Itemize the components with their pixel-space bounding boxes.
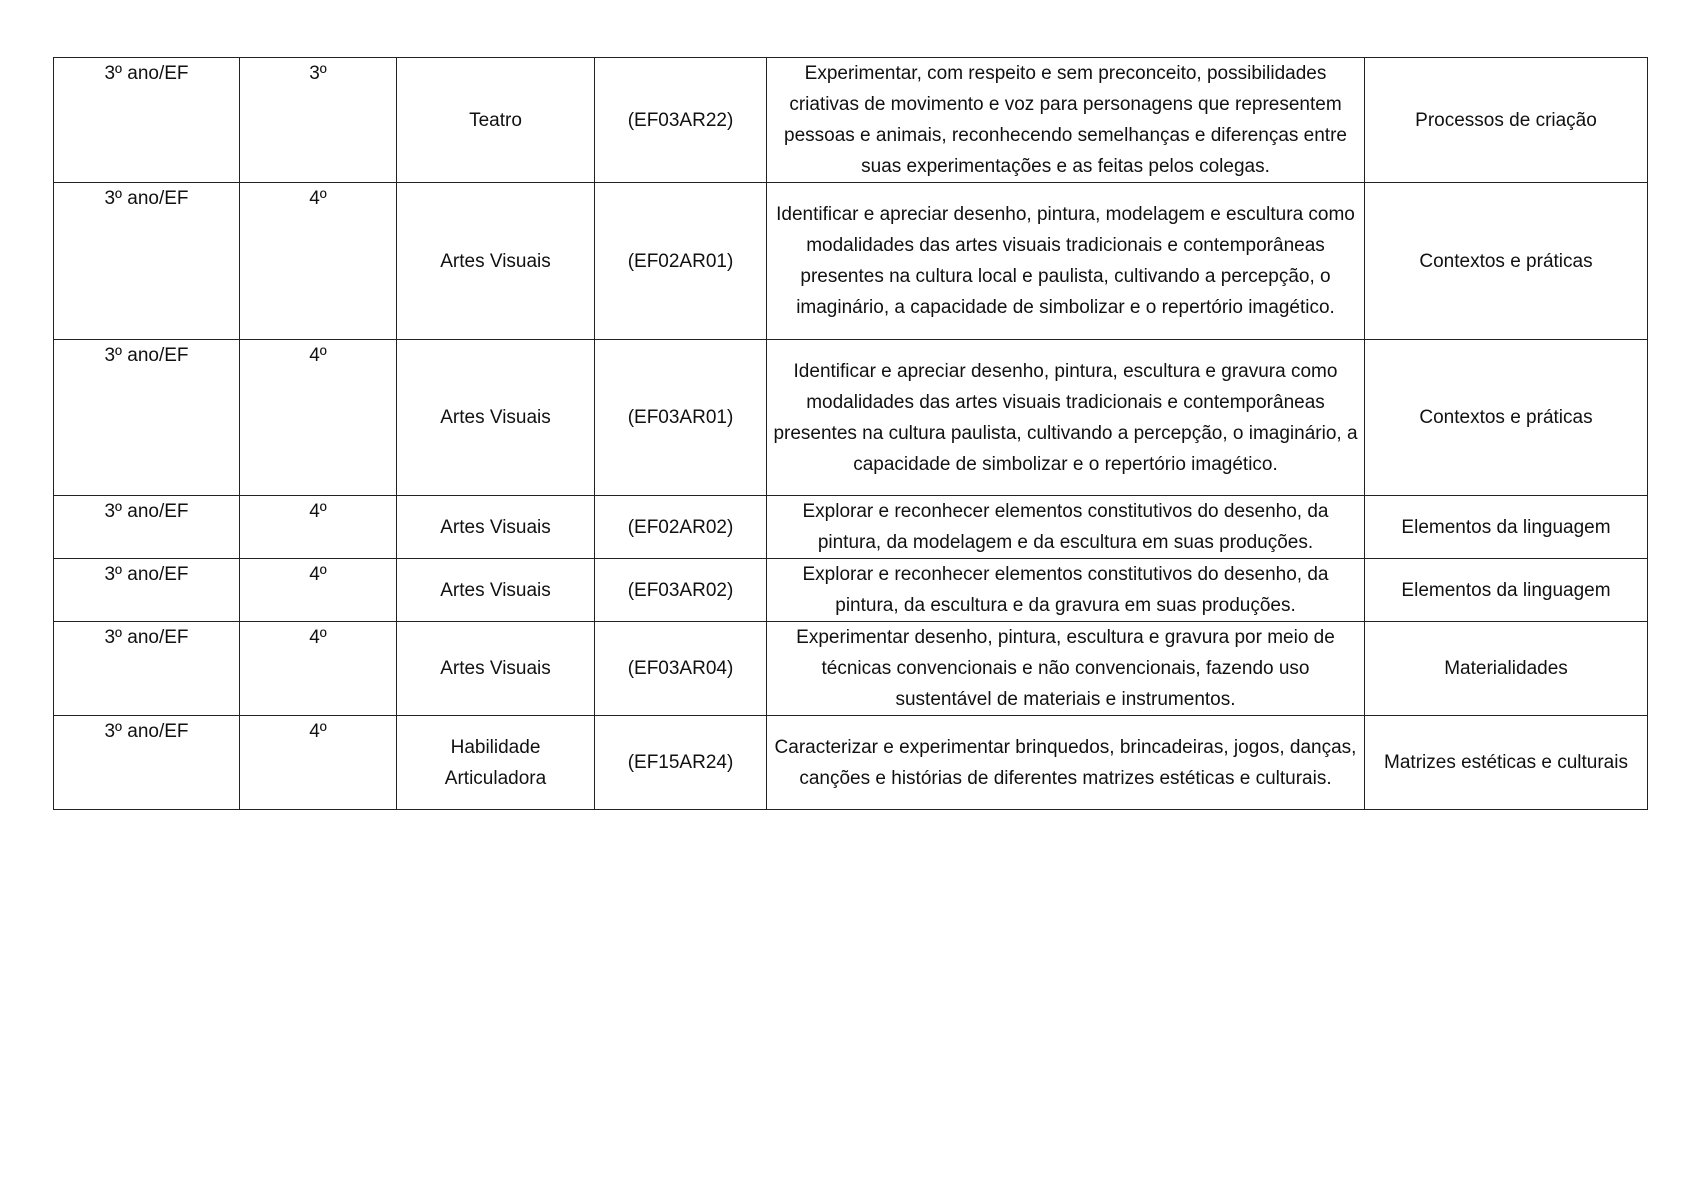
cell-bimestre: 4º: [240, 340, 397, 496]
cell-ano: 3º ano/EF: [54, 716, 240, 810]
cell-ano: 3º ano/EF: [54, 58, 240, 183]
cell-bimestre: 4º: [240, 183, 397, 340]
cell-unidade-tematica: Artes Visuais: [397, 340, 595, 496]
cell-unidade-tematica: Habilidade Articuladora: [397, 716, 595, 810]
table-row: [54, 340, 1648, 496]
cell-unidade-tematica: Artes Visuais: [397, 559, 595, 622]
cell-ano: 3º ano/EF: [54, 340, 240, 496]
cell-objeto-conhecimento: Processos de criação: [1365, 58, 1648, 183]
cell-unidade-tematica: Artes Visuais: [397, 183, 595, 340]
cell-habilidade: Identificar e apreciar desenho, pintura, modelagem e escultura como modalidades das artes visuais tradicionais e contemporâneas presentes na cultura local e paulista, cultivando a percepção, o imaginário, a capacidade de simbolizar e o repertório imagético.: [767, 183, 1365, 340]
cell-unidade-tematica: Teatro: [397, 58, 595, 183]
cell-objeto-conhecimento: Elementos da linguagem: [1365, 496, 1648, 559]
cell-bimestre: 4º: [240, 622, 397, 716]
cell-ano: 3º ano/EF: [54, 183, 240, 340]
cell-codigo-habilidade: (EF02AR01): [595, 183, 767, 340]
cell-ano: 3º ano/EF: [54, 622, 240, 716]
cell-bimestre: 3º: [240, 58, 397, 183]
cell-codigo-habilidade: (EF03AR04): [595, 622, 767, 716]
cell-codigo-habilidade: (EF03AR01): [595, 340, 767, 496]
cell-ano: 3º ano/EF: [54, 559, 240, 622]
table-row: [54, 496, 1648, 559]
cell-objeto-conhecimento: Materialidades: [1365, 622, 1648, 716]
table-row: [54, 716, 1648, 810]
curriculum-table: [53, 57, 1648, 810]
cell-codigo-habilidade: (EF02AR02): [595, 496, 767, 559]
cell-habilidade: Caracterizar e experimentar brinquedos, brincadeiras, jogos, danças, canções e histórias de diferentes matrizes estéticas e culturais.: [767, 716, 1365, 810]
cell-habilidade: Explorar e reconhecer elementos constitutivos do desenho, da pintura, da modelagem e da escultura em suas produções.: [767, 496, 1365, 559]
cell-codigo-habilidade: (EF03AR02): [595, 559, 767, 622]
cell-ano: 3º ano/EF: [54, 496, 240, 559]
cell-codigo-habilidade: (EF03AR22): [595, 58, 767, 183]
table-row: [54, 622, 1648, 716]
cell-bimestre: 4º: [240, 716, 397, 810]
cell-habilidade: Explorar e reconhecer elementos constitutivos do desenho, da pintura, da escultura e da gravura em suas produções.: [767, 559, 1365, 622]
cell-habilidade: Experimentar desenho, pintura, escultura e gravura por meio de técnicas convencionais e não convencionais, fazendo uso sustentável de materiais e instrumentos.: [767, 622, 1365, 716]
cell-unidade-tematica: Artes Visuais: [397, 496, 595, 559]
cell-objeto-conhecimento: Matrizes estéticas e culturais: [1365, 716, 1648, 810]
cell-habilidade: Identificar e apreciar desenho, pintura, escultura e gravura como modalidades das artes visuais tradicionais e contemporâneas presentes na cultura paulista, cultivando a percepção, o imaginário, a capacidade de simbolizar e o repertório imagético.: [767, 340, 1365, 496]
table-row: [54, 559, 1648, 622]
cell-objeto-conhecimento: Elementos da linguagem: [1365, 559, 1648, 622]
table-row: [54, 58, 1648, 183]
cell-objeto-conhecimento: Contextos e práticas: [1365, 183, 1648, 340]
table-row: [54, 183, 1648, 340]
cell-habilidade: Experimentar, com respeito e sem preconceito, possibilidades criativas de movimento e voz para personagens que representem pessoas e animais, reconhecendo semelhanças e diferenças entre suas experimentações e as feitas pelos colegas.: [767, 58, 1365, 183]
cell-unidade-tematica: Artes Visuais: [397, 622, 595, 716]
cell-bimestre: 4º: [240, 496, 397, 559]
cell-objeto-conhecimento: Contextos e práticas: [1365, 340, 1648, 496]
cell-bimestre: 4º: [240, 559, 397, 622]
cell-codigo-habilidade: (EF15AR24): [595, 716, 767, 810]
